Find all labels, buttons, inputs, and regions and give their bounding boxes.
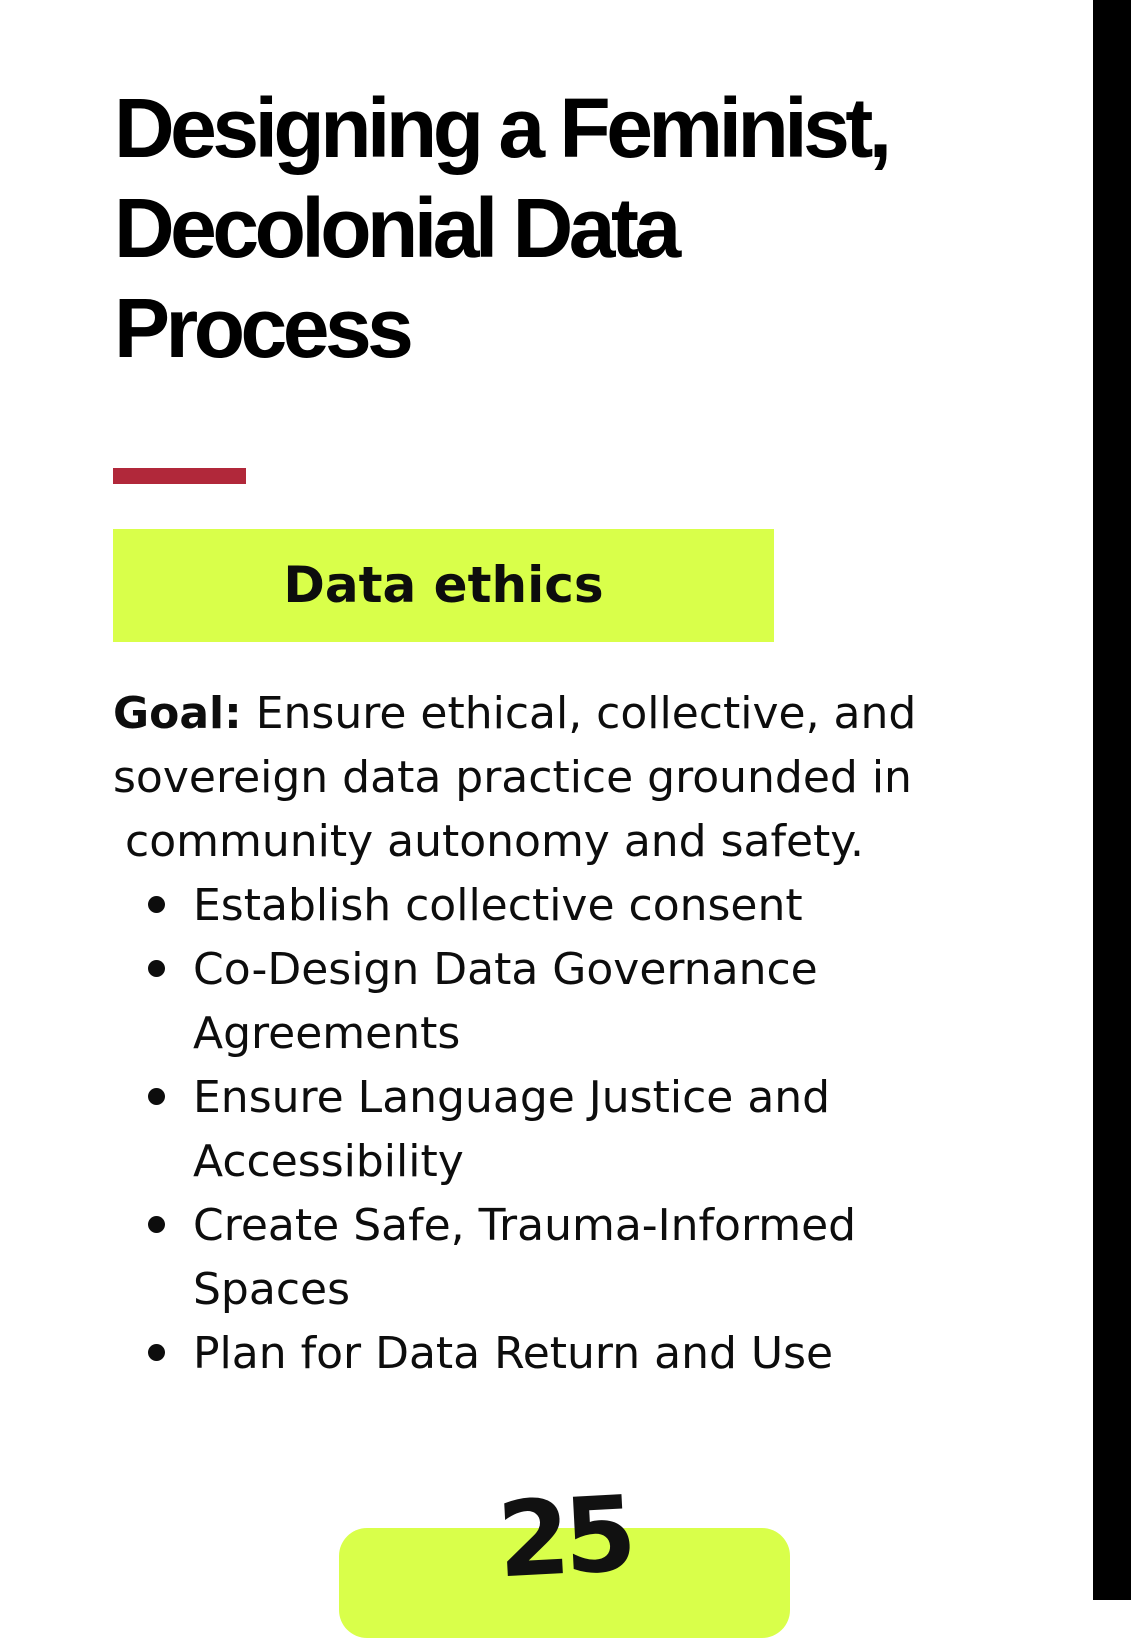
bullet-text: Create Safe, Trauma-Informed Spaces — [193, 1200, 857, 1315]
page-number: 25 — [494, 1472, 634, 1602]
goal-text-1: Ensure ethical, collective, and — [241, 688, 917, 739]
bullet-dot-icon — [148, 1216, 165, 1233]
goal-paragraph — [113, 682, 1053, 874]
list-item — [0, 1194, 1093, 1322]
goal-label: Goal: — [113, 688, 242, 739]
list-item — [0, 1066, 1093, 1194]
right-edge-bar — [1093, 0, 1131, 1600]
bullet-text: Co-Design Data Governance Agreements — [193, 944, 818, 1059]
list-item — [0, 874, 1093, 938]
section-heading: Data ethics — [283, 556, 604, 614]
bullet-dot-icon — [148, 1088, 165, 1105]
list-item — [0, 938, 1093, 1066]
accent-rule — [113, 468, 246, 484]
goal-line-2: sovereign data practice grounded in — [113, 752, 912, 803]
bullet-dot-icon — [148, 1344, 165, 1361]
bullet-list — [0, 874, 1093, 1386]
list-item — [0, 1322, 1093, 1386]
goal-line-1 — [113, 682, 1053, 746]
page-title-line-3: Process — [114, 281, 410, 375]
page-title — [114, 78, 1014, 378]
page-title-line-1: Designing a Feminist, — [114, 81, 888, 175]
bullet-text: Establish collective consent — [193, 880, 803, 931]
bullet-dot-icon — [148, 960, 165, 977]
bullet-text: Ensure Language Justice and Accessibility — [193, 1072, 831, 1187]
bullet-dot-icon — [148, 896, 165, 913]
section-heading-box — [113, 529, 774, 642]
bullet-text: Plan for Data Return and Use — [193, 1328, 834, 1379]
goal-line-3: community autonomy and safety. — [125, 816, 865, 867]
page-title-line-2: Decolonial Data — [114, 181, 677, 275]
